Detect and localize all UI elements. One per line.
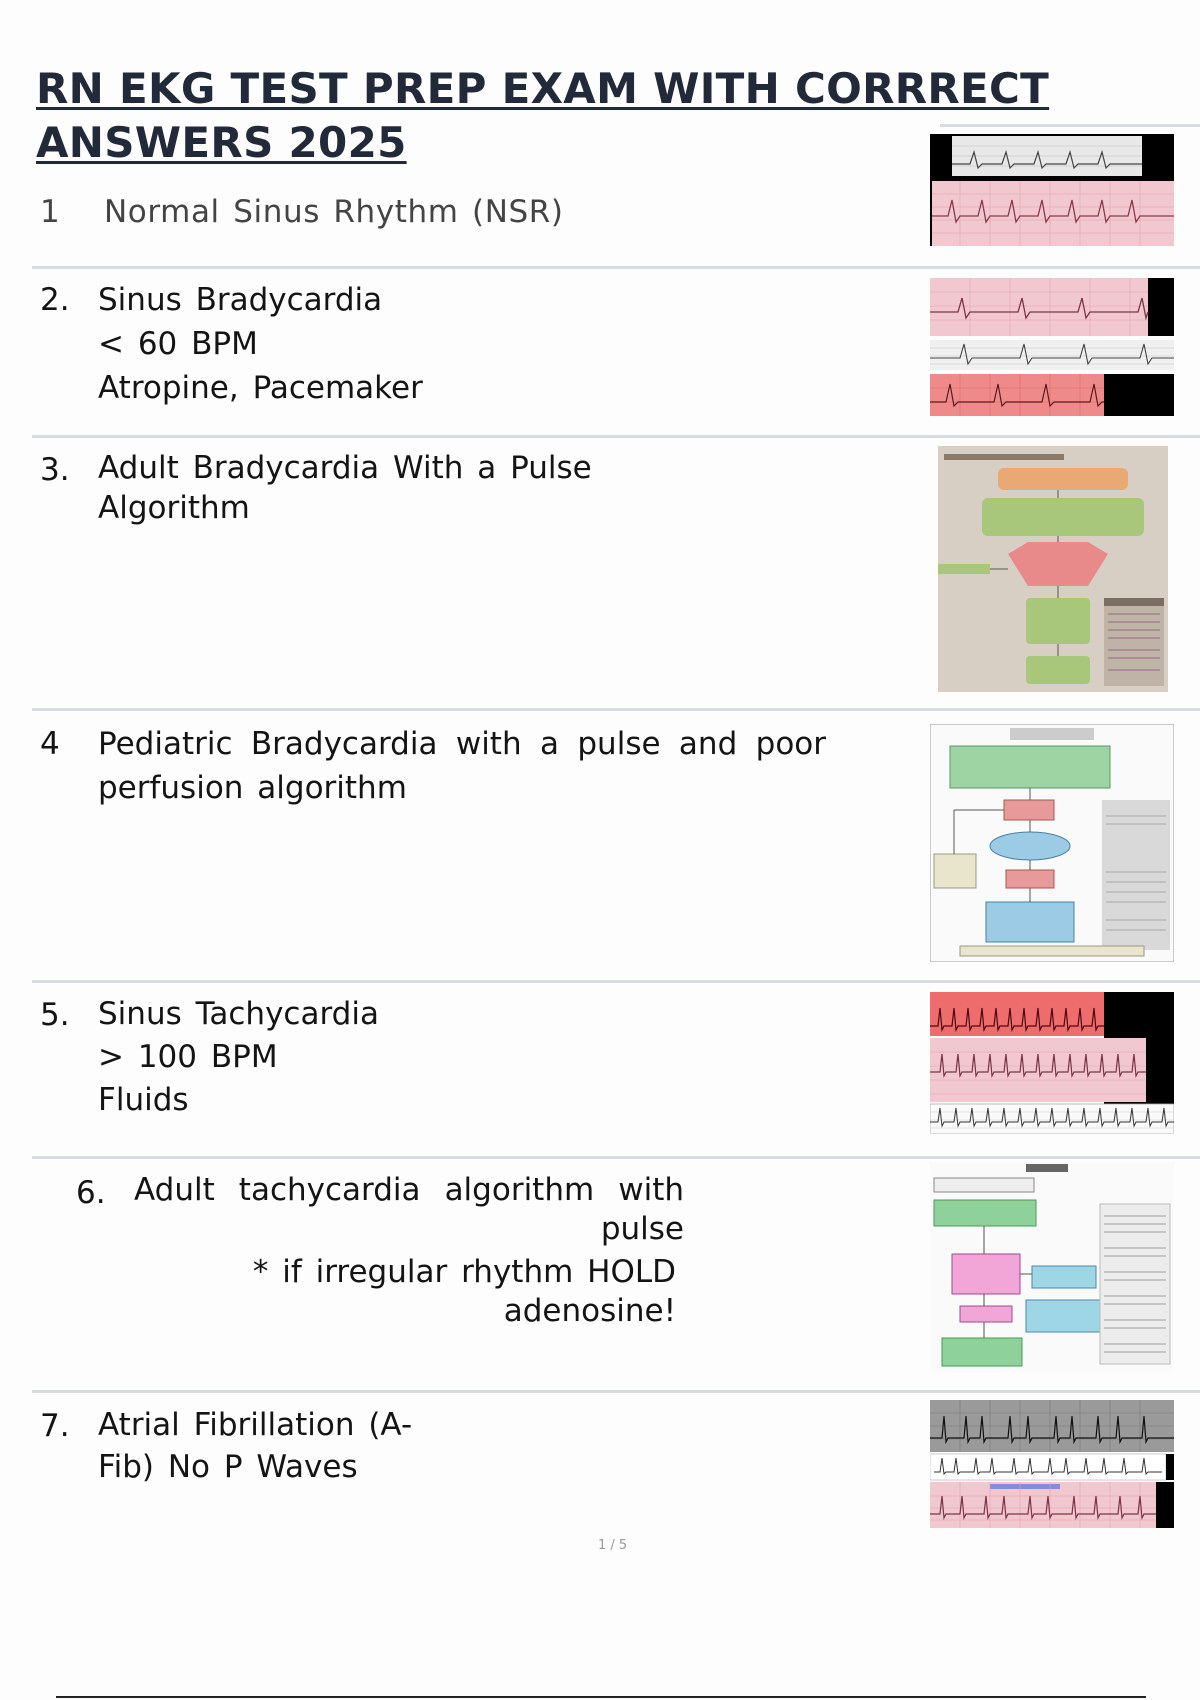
item-line: Fib) No P Waves xyxy=(98,1449,358,1485)
item-line: Fluids xyxy=(98,1082,189,1118)
item-number: 2. xyxy=(40,282,70,318)
divider xyxy=(32,435,1200,438)
item-text xyxy=(98,1404,838,1488)
item-text xyxy=(98,448,838,528)
item-line: Algorithm xyxy=(98,490,250,526)
item-line: < 60 BPM xyxy=(98,326,258,362)
item-line: Sinus Bradycardia xyxy=(98,282,383,318)
item-line: Pediatric Bradycardia with a pulse and poor xyxy=(98,726,826,762)
page-indicator: 1 / 5 xyxy=(598,1538,628,1553)
item-number: 3. xyxy=(40,452,70,488)
algorithm-flowchart-image xyxy=(930,1162,1174,1372)
document-title: RN EKG TEST PREP EXAM WITH CORRRECT ANSWERS 2025 xyxy=(36,64,1050,167)
ekg-strips-image xyxy=(930,1400,1174,1528)
item-text xyxy=(104,190,844,234)
item-number: 5. xyxy=(40,997,70,1033)
algorithm-flowchart-image xyxy=(938,446,1168,692)
item-line: Atropine, Pacemaker xyxy=(98,370,423,406)
item-text xyxy=(98,993,838,1122)
item-line: * if irregular rhythm HOLD xyxy=(252,1254,676,1290)
ekg-strips-image xyxy=(930,278,1174,416)
item-number: 1 xyxy=(40,194,60,230)
item-line: Atrial Fibrillation (A- xyxy=(98,1407,413,1443)
divider xyxy=(32,266,1200,269)
item-line: perfusion algorithm xyxy=(98,770,407,806)
divider xyxy=(32,708,1200,711)
item-number: 7. xyxy=(40,1408,70,1444)
divider xyxy=(32,980,1200,983)
ekg-strips-image xyxy=(930,992,1174,1134)
ekg-strips-image xyxy=(930,134,1174,246)
item-line: Adult tachycardia algorithm with xyxy=(134,1172,684,1208)
item-text xyxy=(98,278,838,410)
item-number: 6. xyxy=(76,1175,106,1211)
divider xyxy=(940,124,1200,127)
item-number: 4 xyxy=(40,726,60,762)
item-line: Normal Sinus Rhythm (NSR) xyxy=(104,194,564,230)
item-line: Adult Bradycardia With a Pulse xyxy=(98,450,592,486)
divider xyxy=(32,1390,1200,1393)
footer-rule xyxy=(56,1696,1146,1698)
item-text xyxy=(134,1171,684,1331)
item-line: adenosine! xyxy=(503,1293,676,1329)
algorithm-flowchart-image xyxy=(930,724,1174,962)
item-line: > 100 BPM xyxy=(98,1039,278,1075)
divider xyxy=(32,1156,1200,1159)
item-text xyxy=(98,722,826,810)
item-line: Sinus Tachycardia xyxy=(98,996,379,1032)
item-line: pulse xyxy=(600,1211,684,1247)
